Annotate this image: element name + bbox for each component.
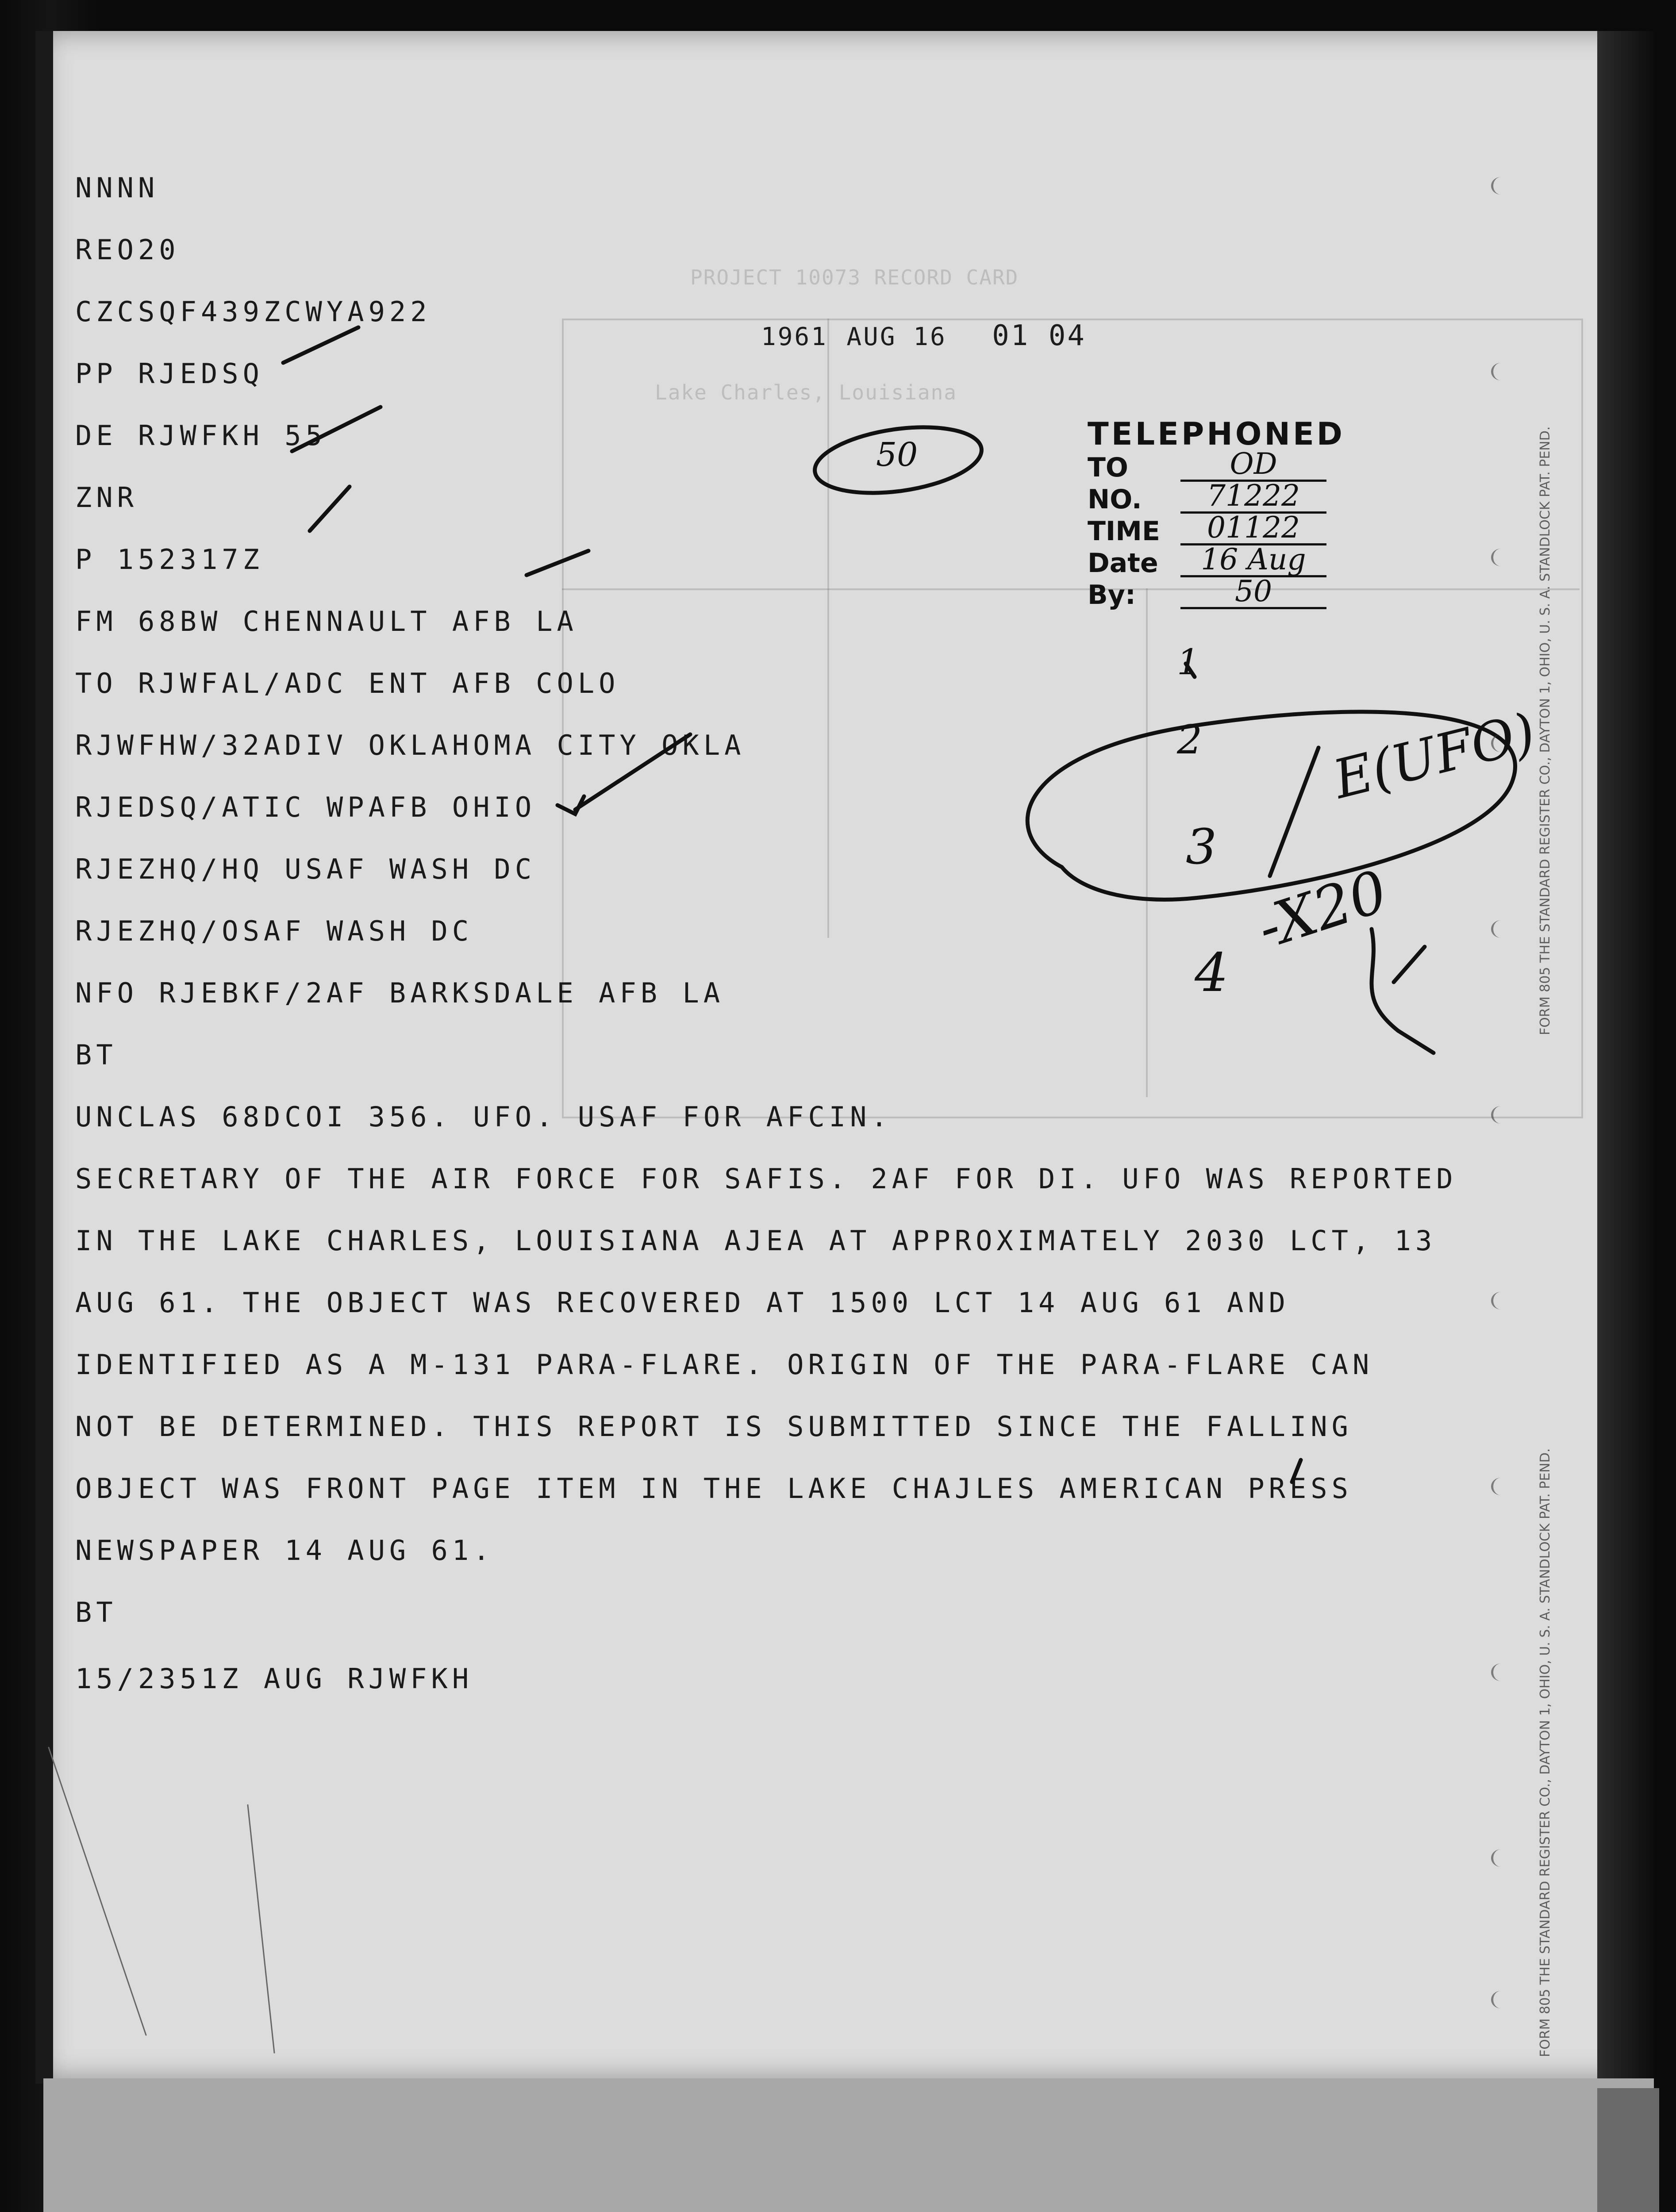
teletype-line: REO20	[75, 234, 180, 266]
x-note-stroke	[1394, 947, 1425, 982]
teletype-line: BT	[75, 1596, 117, 1628]
perforation-hole	[1491, 734, 1511, 752]
perforation-hole	[1491, 1292, 1511, 1310]
teletype-line: NNNN	[75, 172, 159, 204]
teletype-line: SECRETARY OF THE AIR FORCE FOR SAFIS. 2AF FOR DI. UFO WAS REPORTED	[75, 1163, 1457, 1195]
stamp-time: 01 04	[992, 319, 1086, 352]
teletype-line: PP RJEDSQ	[75, 357, 264, 390]
date-value: 16 Aug	[1180, 544, 1326, 577]
check-mark	[527, 551, 588, 575]
teletype-line: RJEDSQ/ATIC WPAFB OHIO	[75, 791, 536, 823]
ghost-card-location: Lake Charles, Louisiana	[655, 380, 957, 404]
teletype-line: NFO RJEBKF/2AF BARKSDALE AFB LA	[75, 977, 725, 1009]
category-note: E(UFO)	[1327, 701, 1541, 811]
perforation-column	[1491, 133, 1518, 2079]
perforation-hole	[1491, 363, 1511, 380]
check-mark	[310, 487, 350, 531]
ghost-card-title: PROJECT 10073 RECORD CARD	[690, 265, 1019, 289]
teletype-line: CZCSQF439ZCWYA922	[75, 296, 431, 328]
date-label: Date	[1088, 548, 1158, 579]
perforation-hole	[1491, 920, 1511, 938]
perforation-hole	[1491, 549, 1511, 566]
check-mark	[575, 734, 690, 810]
teletype-line: DE RJWFKH 55	[75, 419, 327, 452]
teletype-line: UNCLAS 68DCOI 356. UFO. USAF FOR AFCIN.	[75, 1101, 892, 1133]
stamp-month-day: AUG 16	[846, 323, 947, 351]
perforation-hole	[1491, 1663, 1511, 1681]
check-mark	[292, 407, 381, 451]
teletype-line: OBJECT WAS FRONT PAGE ITEM IN THE LAKE CHAJLES AMERICAN PRESS	[75, 1472, 1353, 1505]
form-margin-print-lower: FORM 805 THE STANDARD REGISTER CO., DAYTON 1, OHIO, U. S. A. STANDLOCK PAT. PEND.	[1538, 1448, 1553, 2057]
teletype-line: AUG 61. THE OBJECT WAS RECOVERED AT 1500 LCT 14 AUG 61 AND	[75, 1286, 1290, 1319]
teletype-line: ZNR	[75, 481, 138, 514]
no-value: 71222	[1180, 480, 1326, 514]
teletype-line: RJEZHQ/OSAF WASH DC	[75, 915, 473, 947]
by-value: 50	[1180, 576, 1326, 609]
paper-crease	[248, 1805, 274, 2053]
time-label: TIME	[1088, 516, 1160, 547]
perforation-hole	[1491, 1991, 1511, 2008]
teletype-line: TO RJWFAL/ADC ENT AFB COLO	[75, 667, 620, 699]
no-label: NO.	[1088, 484, 1142, 515]
tally-four: 4	[1195, 942, 1229, 1004]
teletype-line: IDENTIFIED AS A M-131 PARA-FLARE. ORIGIN OF THE PARA-FLARE CAN	[75, 1348, 1374, 1381]
check-mark	[283, 327, 358, 363]
to-label: TO	[1088, 452, 1128, 483]
teletype-line: BT	[75, 1039, 117, 1071]
to-value: OD	[1180, 449, 1326, 482]
teletype-line: RJEZHQ/HQ USAF WASH DC	[75, 853, 536, 885]
time-value: 01122	[1180, 512, 1326, 545]
perforation-hole	[1491, 1478, 1511, 1495]
perforation-hole	[1491, 1106, 1511, 1124]
perforation-hole	[1491, 177, 1511, 195]
teletype-line: RJWFHW/32ADIV OKLAHOMA CITY OKLA	[75, 729, 746, 761]
circled-initials: 50	[876, 436, 918, 474]
paper-crease	[49, 1747, 146, 2035]
tally-three: 3	[1186, 818, 1217, 875]
tally-two: 2	[1177, 717, 1203, 763]
teletype-line: P 152317Z	[75, 543, 264, 576]
tally-one: 1	[1177, 641, 1199, 683]
perforation-hole	[1491, 1849, 1511, 1867]
telephoned-title: TELEPHONED	[1088, 416, 1345, 452]
form-margin-print-upper: FORM 805 THE STANDARD REGISTER CO., DAYTON 1, OHIO, U. S. A. STANDLOCK PAT. PEND.	[1538, 426, 1553, 1035]
x-note: -X20	[1249, 857, 1395, 962]
teletype-line: 15/2351Z AUG RJWFKH	[75, 1663, 473, 1695]
teletype-line: FM 68BW CHENNAULT AFB LA	[75, 605, 578, 637]
stamp-year: 1961	[761, 323, 828, 351]
check-mark	[557, 796, 584, 814]
teletype-line: NEWSPAPER 14 AUG 61.	[75, 1534, 494, 1567]
by-label: By:	[1088, 580, 1136, 611]
margin-slash	[1292, 1460, 1301, 1482]
tally-slash	[1270, 748, 1319, 876]
teletype-line: NOT BE DETERMINED. THIS REPORT IS SUBMITTED SINCE THE FALLING	[75, 1410, 1353, 1443]
teletype-line: IN THE LAKE CHARLES, LOUISIANA AJEA AT APPROXIMATELY 2030 LCT, 13	[75, 1225, 1437, 1257]
